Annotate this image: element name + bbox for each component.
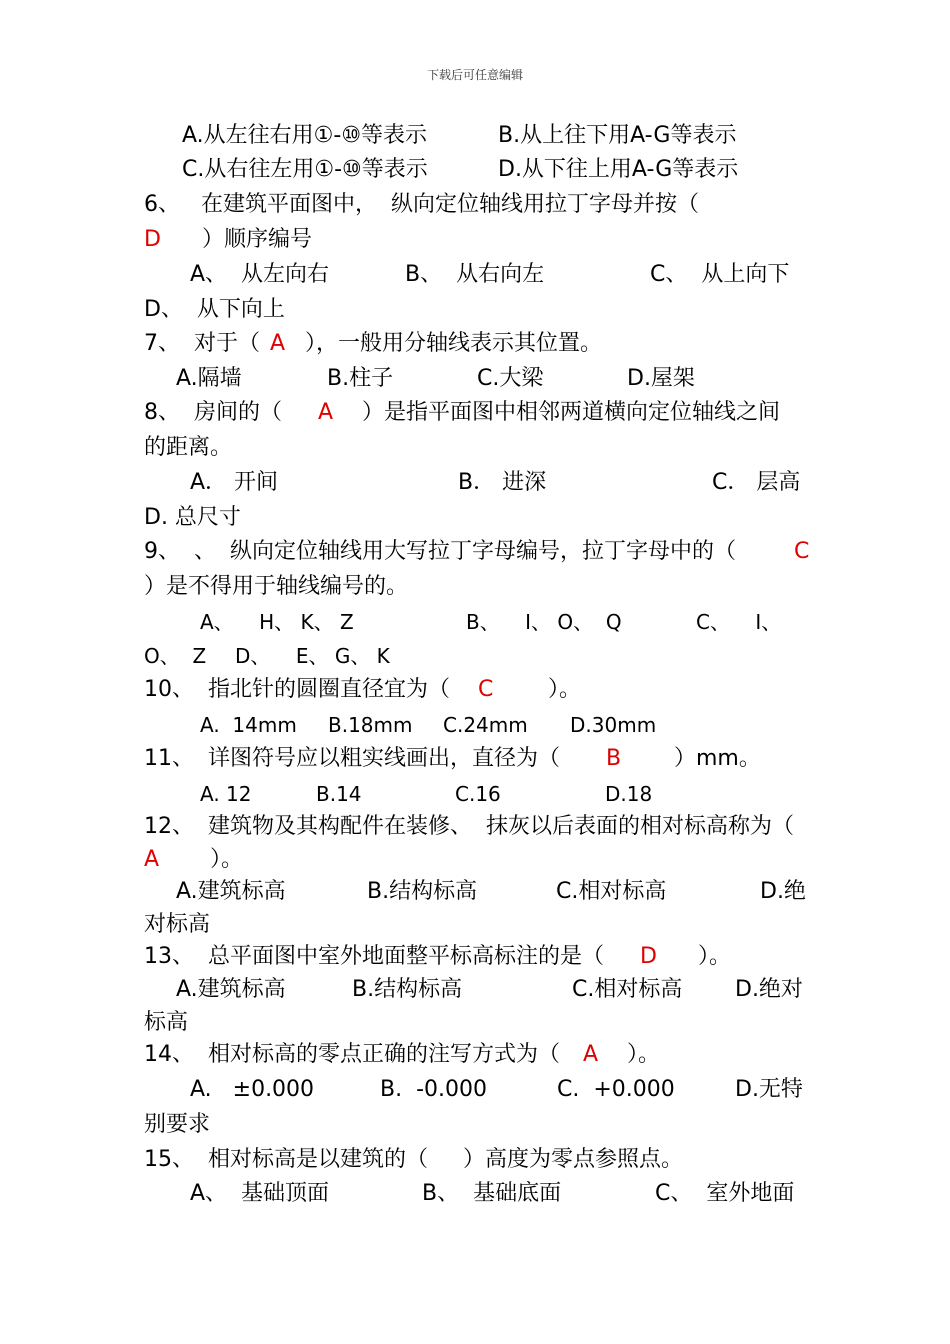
q8-option-b: B． 进深 xyxy=(458,470,547,495)
q11-option-a: A. 12 xyxy=(200,782,252,806)
q14-answer: A xyxy=(583,1042,599,1067)
q8-option-d: D. 总尺寸 xyxy=(144,505,241,530)
q10-option-a: A. 14mm xyxy=(200,713,297,737)
q10-option-d: D.30mm xyxy=(570,713,657,737)
q12-option-a: A.建筑标高 xyxy=(176,879,286,904)
q12-option-c: C.相对标高 xyxy=(556,879,667,904)
q9-stem: 9、 、 纵向定位轴线用大写拉丁字母编号，拉丁字母中的（ xyxy=(144,539,736,564)
q11-stem: 11、 详图符号应以粗实线画出，直径为（ xyxy=(144,746,560,771)
q13-stem-end: ）。 xyxy=(698,944,732,969)
q5-option-c: C.从右往左用①-⑩等表示 xyxy=(182,157,428,182)
q6-option-a: A、 从左向右 xyxy=(190,262,330,287)
q6-stem: 6、 在建筑平面图中， 纵向定位轴线用拉丁字母并按（ xyxy=(144,192,699,217)
q6-option-d: D、 从下向上 xyxy=(144,297,285,322)
q5-option-d: D.从下往上用A-G等表示 xyxy=(498,157,739,182)
q13-answer: D xyxy=(640,944,657,969)
q8-answer: A xyxy=(318,400,334,425)
q7-option-a: A.隔墙 xyxy=(176,366,242,391)
q6-answer: D xyxy=(144,227,161,252)
q14-option-d-cont: 别要求 xyxy=(144,1112,211,1137)
q14-stem-end: ）。 xyxy=(627,1042,661,1067)
q13-option-a: A.建筑标高 xyxy=(176,977,286,1002)
q9-option-a: A、 H、 K、 Z xyxy=(200,610,354,634)
q13-option-b: B.结构标高 xyxy=(352,977,463,1002)
q8-option-c: C． 层高 xyxy=(712,470,801,495)
q10-option-c: C.24mm xyxy=(443,713,528,737)
q10-answer: C xyxy=(478,677,494,702)
q9-stem-cont: ）是不得用于轴线编号的。 xyxy=(144,574,409,599)
q5-option-a: A.从左往右用①-⑩等表示 xyxy=(182,123,428,148)
q8-stem: 8、 房间的（ xyxy=(144,400,282,425)
q11-stem-end: ）mm。 xyxy=(674,746,761,771)
q11-answer: B xyxy=(606,746,622,771)
q12-option-b: B.结构标高 xyxy=(367,879,478,904)
q14-option-b: B. -0.000 xyxy=(380,1077,487,1102)
q12-stem: 12、 建筑物及其构配件在装修、 抹灰以后表面的相对标高称为（ xyxy=(144,814,794,839)
q10-stem: 10、 指北针的圆圈直径宜为（ xyxy=(144,677,450,702)
q7-option-d: D.屋架 xyxy=(627,366,695,391)
q13-option-c: C.相对标高 xyxy=(572,977,683,1002)
q8-option-a: A． 开间 xyxy=(190,470,279,495)
q5-option-b: B.从上往下用A-G等表示 xyxy=(498,123,737,148)
q13-option-d-cont: 标高 xyxy=(144,1010,189,1035)
q15-option-a: A、 基础顶面 xyxy=(190,1181,330,1206)
q7-option-b: B.柱子 xyxy=(327,366,394,391)
q14-stem: 14、 相对标高的零点正确的注写方式为（ xyxy=(144,1042,560,1067)
q8-stem-end: ）是指平面图中相邻两道横向定位轴线之间 xyxy=(362,400,781,425)
q11-option-b: B.14 xyxy=(316,782,362,806)
q11-option-d: D.18 xyxy=(605,782,653,806)
q7-stem-end: ），一般用分轴线表示其位置。 xyxy=(305,331,603,356)
q12-answer: A xyxy=(144,847,160,872)
q7-answer: A xyxy=(270,331,286,356)
q9-option-b: B、 I、 O、 Q xyxy=(466,610,622,634)
q10-stem-end: ）。 xyxy=(548,677,582,702)
q6-option-b: B、 从右向左 xyxy=(405,262,545,287)
q6-option-c: C、 从上向下 xyxy=(650,262,790,287)
q9-option-d: D、 E、 G、 K xyxy=(235,644,390,668)
q13-option-d: D.绝对 xyxy=(735,977,803,1002)
q14-option-c: C. +0.000 xyxy=(557,1077,675,1102)
q13-stem: 13、 总平面图中室外地面整平标高标注的是（ xyxy=(144,944,604,969)
q12-option-d: D.绝 xyxy=(760,879,806,904)
q14-option-d: D.无特 xyxy=(735,1077,803,1102)
q9-option-c-cont: O、 Z xyxy=(144,644,207,668)
q15-option-b: B、 基础底面 xyxy=(422,1181,562,1206)
page-header: 下载后可任意编辑 xyxy=(426,68,523,82)
q11-option-c: C.16 xyxy=(455,782,501,806)
q7-option-c: C.大梁 xyxy=(477,366,544,391)
q8-stem-cont: 的距离。 xyxy=(144,435,233,460)
q9-answer: C xyxy=(794,539,810,564)
q14-option-a: A. ±0.000 xyxy=(190,1077,315,1102)
q12-option-d-cont: 对标高 xyxy=(144,912,211,937)
q7-stem: 7、 对于（ xyxy=(144,331,260,356)
q15-option-c: C、 室外地面 xyxy=(655,1181,795,1206)
q9-option-c: C、 I、 xyxy=(696,610,782,634)
q15-stem: 15、 相对标高是以建筑的（ ）高度为零点参照点。 xyxy=(144,1147,683,1172)
q10-option-b: B.18mm xyxy=(328,713,413,737)
q12-stem-end: ）。 xyxy=(210,847,244,872)
q6-stem-end: ）顺序编号 xyxy=(202,227,313,252)
